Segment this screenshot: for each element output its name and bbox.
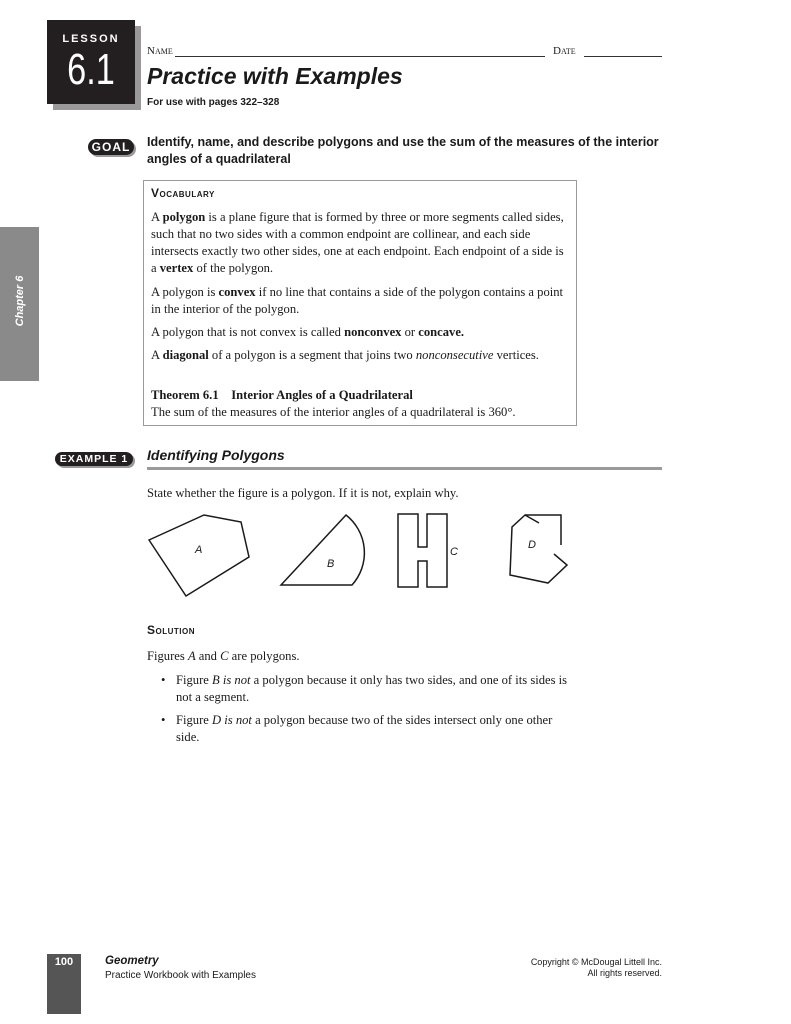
figure-label-a: A [195, 544, 203, 556]
figure-b-shape [281, 515, 364, 585]
text-run: of the polygon. [193, 261, 274, 275]
figure-c-shape [398, 514, 447, 587]
term-nonconvex: nonconvex [344, 325, 402, 339]
copyright-line-1: Copyright © McDougal Littell Inc. [530, 957, 662, 967]
text-run: of a polygon is a segment that joins two [208, 348, 416, 362]
goal-text: Identify, name, and describe polygons and use the sum of the measures of the interior angles of a quadrilateral [147, 135, 659, 166]
bullet-text [176, 712, 571, 746]
term-diagonal: diagonal [162, 348, 209, 362]
vocabulary-heading: Vocabulary [151, 186, 215, 200]
figure-label-b: B [327, 558, 335, 570]
polygon-figures [140, 505, 580, 605]
example-divider [147, 467, 662, 470]
vocabulary-polygon-definition [151, 209, 571, 277]
example-instruction: State whether the figure is a polygon. If it is not, explain why. [147, 486, 459, 500]
text-run: are polygons. [228, 649, 300, 663]
copyright-line-2: All rights reserved. [587, 968, 662, 978]
text-run: Figure [176, 713, 213, 727]
bullet-dot: • [161, 673, 166, 687]
lesson-word: LESSON [62, 33, 120, 45]
text-run: vertices. [493, 348, 539, 362]
text-run: if no line that contains a side of the polygon contains a point in the interior of the polygon. [151, 285, 564, 316]
solution-bullet-b [161, 672, 571, 706]
figure-d-shape [510, 515, 567, 583]
text-run: A [151, 210, 163, 224]
term-polygon: polygon [162, 210, 206, 224]
text-run: a polygon because two of the sides intersect only one other side. [176, 713, 553, 744]
theorem-text: The sum of the measures of the interior angles of a quadrilateral is 360°. [151, 405, 516, 419]
date-label: Date [553, 45, 576, 57]
solution-heading: Solution [147, 623, 195, 637]
text-run: Figures [147, 649, 188, 663]
text-run: a polygon because it only has two sides, and one of its sides is not a segment. [176, 673, 568, 704]
solution-intro [147, 649, 300, 664]
text-run: A polygon that is not convex is called [151, 325, 345, 339]
date-field-line[interactable] [584, 56, 662, 57]
term-nonconsecutive: nonconsecutive [415, 348, 494, 362]
text-run: Figure [176, 673, 213, 687]
name-label: Name [147, 45, 173, 57]
figure-label-d: D [528, 539, 536, 551]
solution-bullet-d [161, 712, 571, 746]
term-vertex: vertex [159, 261, 194, 275]
theorem-title: Theorem 6.1 Interior Angles of a Quadrilateral [151, 388, 413, 402]
vocabulary-convex-definition [151, 284, 571, 318]
example-title: Identifying Polygons [147, 447, 285, 463]
copyright [480, 957, 662, 979]
book-subtitle: Practice Workbook with Examples [105, 970, 256, 981]
pages-reference: For use with pages 322–328 [147, 97, 280, 108]
text-run: A polygon is [151, 285, 219, 299]
book-title: Geometry [105, 955, 159, 967]
bullet-text [176, 672, 571, 706]
vocabulary-diagonal-definition [151, 347, 571, 364]
example-badge: EXAMPLE 1 [55, 452, 133, 466]
emphasis: B is not [212, 673, 251, 687]
page-title: Practice with Examples [147, 63, 403, 89]
chapter-side-tab-label: Chapter 6 [14, 275, 26, 327]
text-run: is a plane figure that is formed by three or more segments called sides, such that no two sides with a common endpoint are collinear, and each side intersects exactly two other sides, one at each endpoint. Each endpoint of a side is a [151, 210, 564, 275]
figure-label-c: C [450, 546, 458, 558]
lesson-number: 6.1 [67, 45, 115, 94]
bullet-dot: • [161, 713, 166, 727]
name-field-line[interactable] [175, 56, 545, 57]
emphasis: D is not [212, 713, 252, 727]
term-concave: concave. [418, 325, 465, 339]
figure-ref-c: C [220, 649, 229, 663]
vocabulary-concave-definition [151, 324, 571, 341]
text-run: A [151, 348, 163, 362]
figure-ref-a: A [187, 649, 196, 663]
goal-badge: GOAL [88, 139, 134, 155]
term-convex: convex [218, 285, 256, 299]
page-number: 100 [54, 956, 74, 968]
text-run: or [401, 325, 419, 339]
text-run: and [195, 649, 221, 663]
